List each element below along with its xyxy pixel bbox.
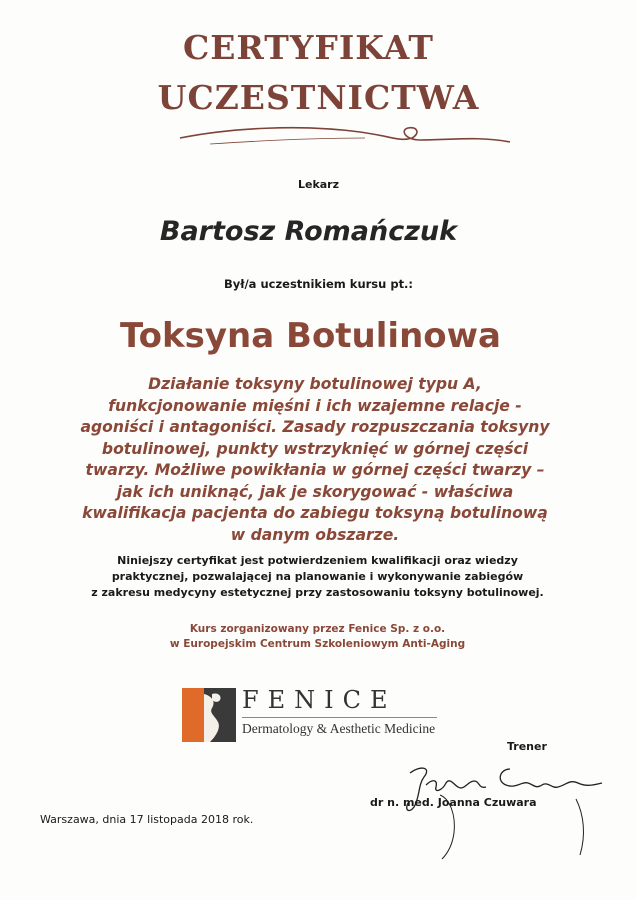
description-line: agoniści i antagoniści. Zasady rozpuszczania toksyny [80,418,550,436]
course-organizer [40,622,595,652]
participant-name: Bartosz Romańczuk [159,216,458,247]
certificate-statement [40,553,595,601]
trainer-name: dr n. med. Joanna Czuwara [370,796,537,809]
description-line: funkcjonowanie mięśni i ich wzajemne relacje - [108,396,522,415]
fenice-logo-icon [182,688,236,742]
logo-name: FENICE [242,686,397,714]
description-line: jak ich uniknąć, jak je skorygować - właściwa [116,482,514,501]
trainer-label: Trener [507,740,547,753]
participation-text: Był/a uczestnikiem kursu pt.: [223,277,414,291]
logo-subtitle: Dermatology & Aesthetic Medicine [242,721,436,736]
description-line: w danym obszarze. [230,525,400,544]
course-title: Toksyna Botulinowa [120,316,501,356]
decorative-flourish-icon [150,118,530,158]
description-line: kwalifikacja pacjenta do zabiegu toksyną botulinową [82,504,548,522]
fenice-logo [182,688,442,748]
organizer-line: w Europejskim Centrum Szkoleniowym Anti-Aging [169,638,466,650]
certificate-title-line1: CERTYFIKAT [183,28,434,67]
logo-divider [242,717,437,718]
participant-role: Lekarz [297,178,340,191]
statement-line: Niniejszy certyfikat jest potwierdzeniem kwalifikacji oraz wiedzy [117,554,518,567]
statement-line: praktycznej, pozwalającej na planowanie i wykonywanie zabiegów [111,570,524,583]
course-description [50,374,580,546]
description-line: botulinowej, punkty wstrzyknięć w górnej części [101,439,529,458]
certificate-title-line2: UCZESTNICTWA [157,78,480,117]
description-line: twarzy. Możliwe powikłania w górnej części twarzy – [85,461,545,479]
organizer-line: Kurs zorganizowany przez Fenice Sp. z o.o. [189,623,446,635]
issue-date: Warszawa, dnia 17 listopada 2018 rok. [40,813,254,826]
description-line: Działanie toksyny botulinowej typu A, [148,375,482,393]
statement-line: z zakresu medycyny estetycznej przy zastosowaniu toksyny botulinowej. [91,586,544,599]
